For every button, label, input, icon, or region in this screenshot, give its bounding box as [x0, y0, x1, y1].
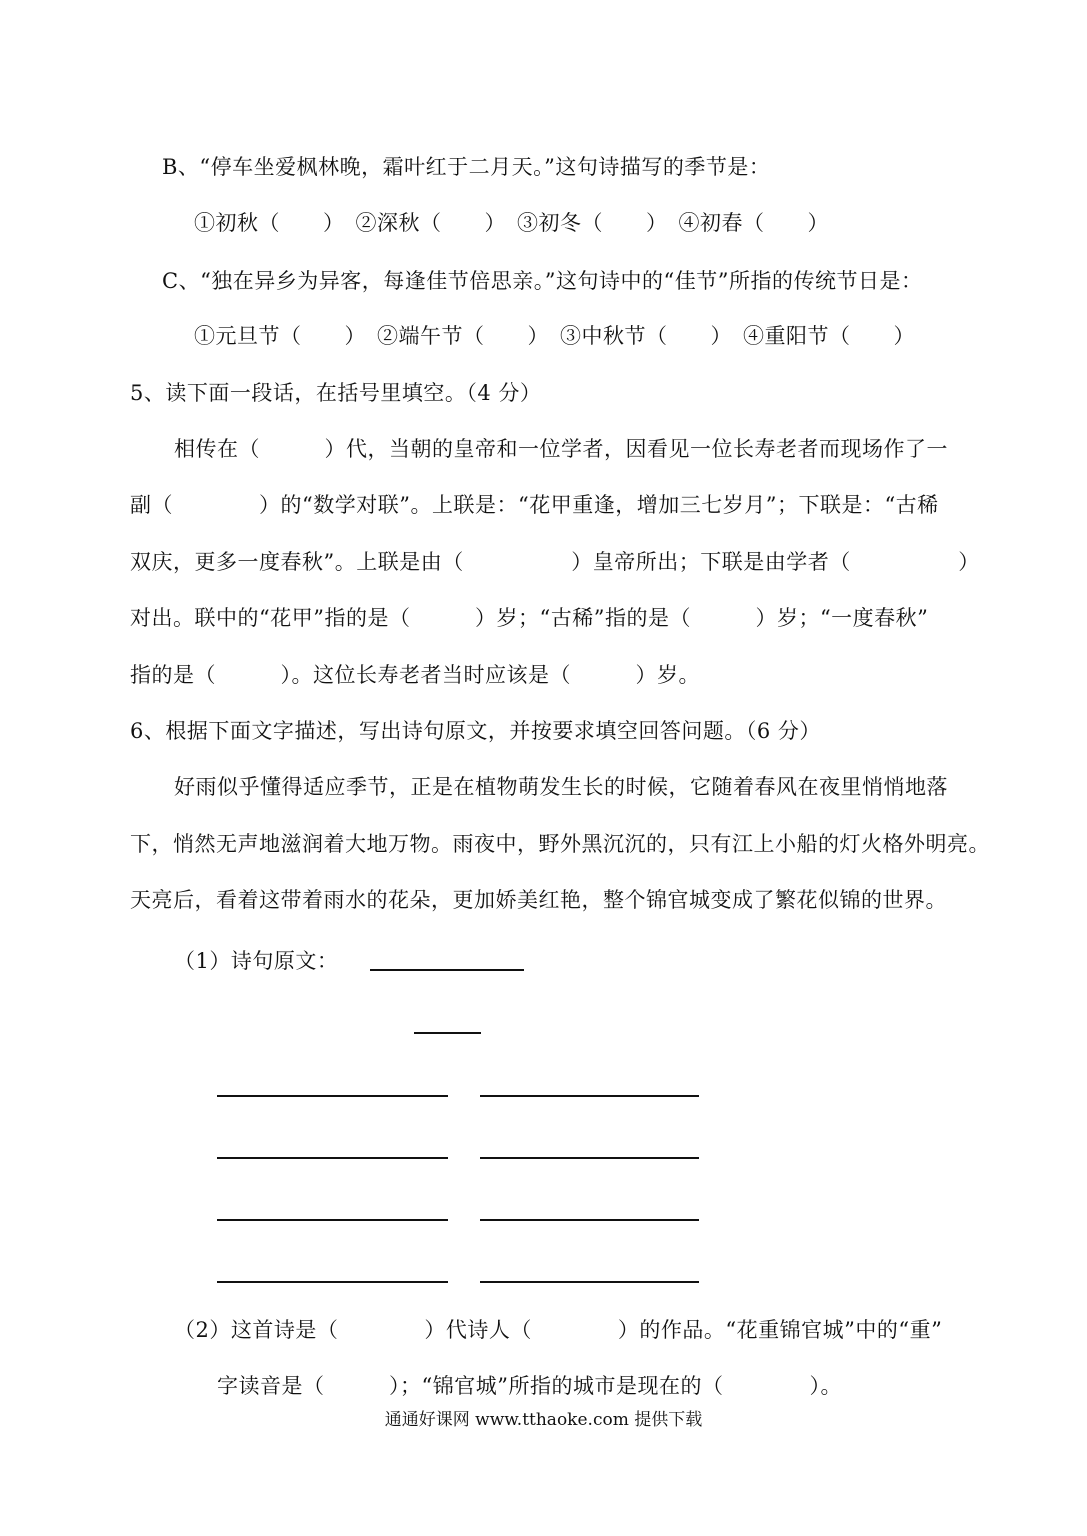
answer-blank-verse[interactable] [480, 1281, 699, 1283]
sub-question-1-label: （1）诗句原文： [174, 949, 339, 973]
answer-blank-verse[interactable] [480, 1157, 699, 1159]
answer-blank-verse[interactable] [480, 1095, 699, 1097]
question-5-line: 相传在（ ）代，当朝的皇帝和一位学者，因看见一位长寿老者而现场作了一 [174, 437, 948, 461]
answer-blank-verse[interactable] [217, 1281, 448, 1283]
answer-blank-verse[interactable] [217, 1157, 448, 1159]
question-6-passage-line: 好雨似乎懂得适应季节，正是在植物萌发生长的时候，它随着春风在夜里悄悄地落 [174, 775, 948, 799]
question-5-line: 指的是（ ）。这位长寿老者当时应该是（ ）岁。 [130, 663, 700, 687]
question-5-line: 副（ ）的“数学对联”。上联是：“花甲重逢，增加三七岁月”；下联是：“古稀 [130, 493, 939, 517]
question-5-line: 双庆，更多一度春秋”。上联是由（ ）皇帝所出；下联是由学者（ ） [130, 550, 980, 574]
answer-blank-verse[interactable] [217, 1219, 448, 1221]
page-footer: 通通好课网 www.tthaoke.com 提供下载 [384, 1410, 703, 1430]
answer-blank-verse[interactable] [217, 1095, 448, 1097]
question-6-passage-line: 天亮后，看着这带着雨水的花朵，更加娇美红艳，整个锦官城变成了繁花似锦的世界。 [130, 888, 947, 912]
question-b-prompt: B、“停车坐爱枫林晚，霜叶红于二月天。”这句诗描写的季节是： [162, 155, 771, 179]
sub-question-2-line: 字读音是（ ）；“锦官城”所指的城市是现在的（ ）。 [217, 1374, 842, 1398]
sub-question-2-line: （2）这首诗是（ ）代诗人（ ）的作品。“花重锦官城”中的“重” [174, 1318, 943, 1342]
answer-blank-title[interactable] [370, 969, 524, 971]
question-5-line: 对出。联中的“花甲”指的是（ ）岁；“古稀”指的是（ ）岁；“一度春秋” [130, 606, 929, 630]
question-c-options: ①元旦节（ ） ②端午节（ ） ③中秋节（ ） ④重阳节（ ） [194, 324, 915, 348]
question-b-options: ①初秋（ ） ②深秋（ ） ③初冬（ ） ④初春（ ） [194, 211, 829, 235]
question-6-heading: 6、根据下面文字描述，写出诗句原文，并按要求填空回答问题。（6 分） [130, 719, 821, 743]
answer-blank-verse[interactable] [480, 1219, 699, 1221]
answer-blank-author[interactable] [414, 1032, 481, 1034]
question-c-prompt: C、“独在异乡为异客，每逢佳节倍思亲。”这句诗中的“佳节”所指的传统节日是： [162, 269, 923, 293]
question-5-heading: 5、读下面一段话，在括号里填空。（4 分） [130, 381, 542, 405]
question-6-passage-line: 下，悄然无声地滋润着大地万物。雨夜中，野外黑沉沉的，只有江上小船的灯火格外明亮。 [130, 832, 990, 856]
